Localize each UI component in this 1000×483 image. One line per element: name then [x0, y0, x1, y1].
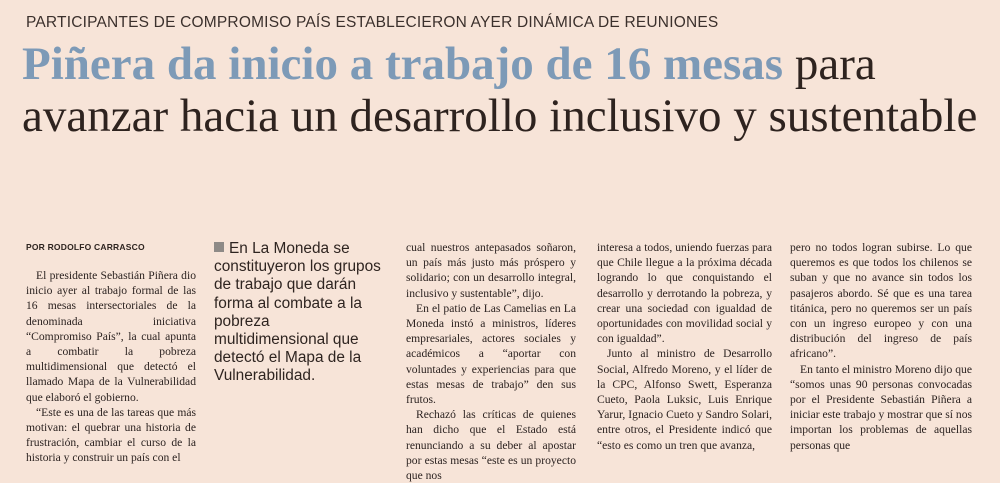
headline-rest: para avanzar hacia un desarrollo inclusivo y sustentable	[22, 38, 978, 142]
headline	[22, 38, 982, 142]
headline-accent: Piñera da inicio a trabajo de 16 mesas	[22, 38, 784, 90]
square-bullet-icon	[214, 242, 224, 252]
article-column-5	[790, 240, 972, 453]
paragraph: Junto al ministro de Desarrollo Social, Alfredo Moreno, y el líder de la CPC, Alfonso Swett, Esperanza Cueto, Paola Luksic, Luis Enrique Yarur, Ignacio Cueto y Sandro Solari, entre otros, el Presidente indicó que “esto es como un tren que avanza,	[597, 347, 772, 452]
paragraph: interesa a todos, uniendo fuerzas para que Chile llegue a la próxima década logrando lo que conquistando el desarrollo y derrotando la pobreza, y crear una sociedad con igualdad de oportunidades con movilidad social y con igualdad”.	[597, 241, 772, 346]
article-column-1	[26, 268, 196, 466]
paragraph: El presidente Sebastián Piñera dio inicio ayer al trabajo formal de las 16 mesas intersectoriales de la denominada iniciativa “Compromiso País”, la cual apunta a combatir la pobreza multidimensional que detectó el llamado Mapa de la Vulnerabilidad que elaboró el gobierno.	[26, 269, 196, 404]
paragraph: “Este es una de las tareas que más motivan: el quebrar una historia de frustración, cambiar el curso de la historia y construir un país con el	[26, 405, 196, 465]
byline: POR RODOLFO CARRASCO	[26, 242, 145, 252]
paragraph: En tanto el ministro Moreno dijo que “somos unas 90 personas convocadas por el Presidente Sebastián Piñera a iniciar este trabajo y mostrar que sí nos importan los problemas de aquellas personas que	[790, 362, 972, 452]
article-column-3	[406, 240, 576, 483]
paragraph: pero no todos logran subirse. Lo que queremos es que todos los chilenos se suban y que no avance sin todos los pasajeros abordo. Sé que es una tarea titánica, pero no queremos ser un país con un ingreso europeo y con una distribución del ingreso de país africano”.	[790, 241, 972, 361]
pull-quote	[214, 240, 386, 386]
article-column-4	[597, 240, 772, 453]
paragraph: cual nuestros antepasados soñaron, un país más justo más próspero y solidario; con un desarrollo integral, inclusivo y sustentable”, dijo.	[406, 241, 576, 300]
paragraph: Rechazó las críticas de quienes han dicho que el Estado está renunciando a su deber al apostar por estas mesas “este es un proyecto que nos	[406, 408, 576, 483]
kicker: PARTICIPANTES DE COMPROMISO PAÍS ESTABLECIERON AYER DINÁMICA DE REUNIONES	[26, 14, 719, 31]
pull-quote-text: En La Moneda se constituyeron los grupos de trabajo que darán forma al combate a la pobreza multidimensional que detectó el Mapa de la Vulnerabilidad.	[214, 240, 381, 385]
paragraph: En el patio de Las Camelias en La Moneda instó a ministros, líderes empresariales, actores sociales y académicos a “aportar con voluntades y experiencias para que estas mesas de trabajo” den sus frutos.	[406, 301, 576, 407]
